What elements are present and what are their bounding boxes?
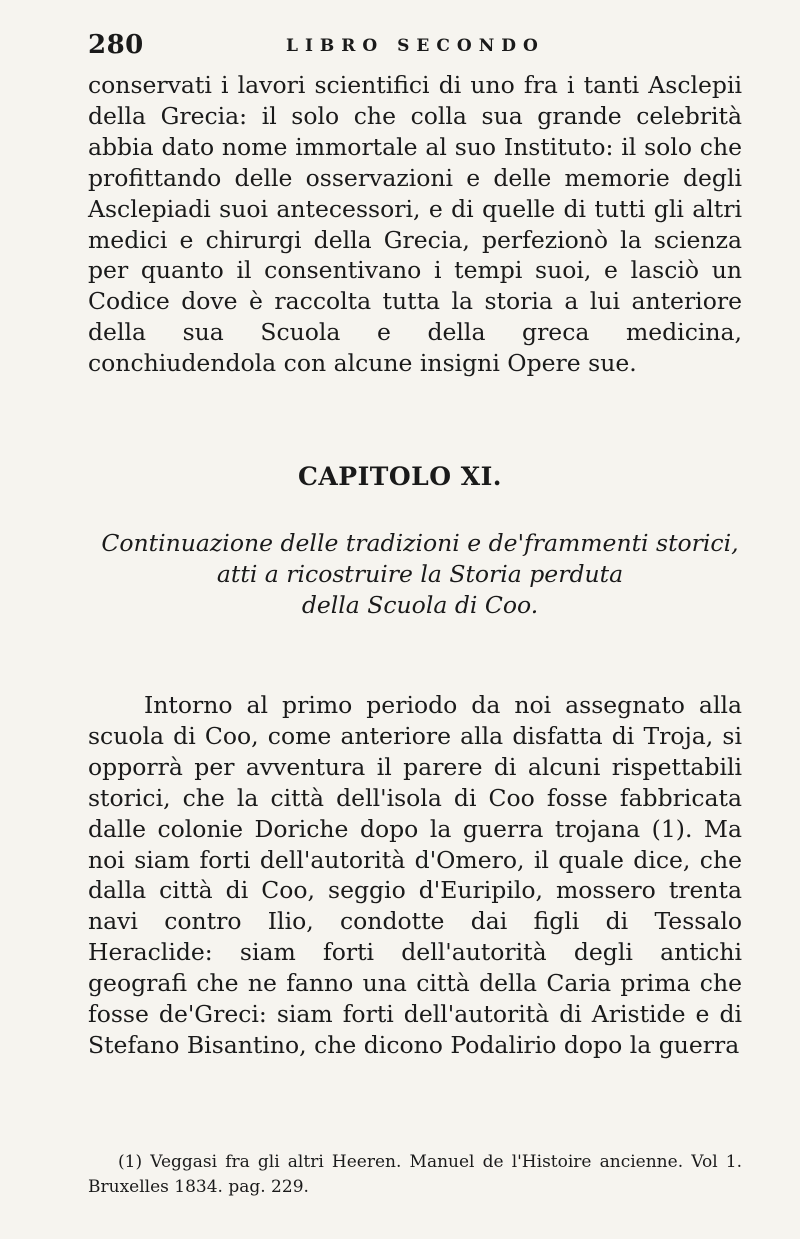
continued-paragraph: conservati i lavori scientifici di uno fra i tanti Asclepii della Grecia: il solo che colla sua grande celebrità abbia dato nome immortale al suo Instituto: il solo che profittando delle osservazioni e delle memorie degli Asclepiadi suoi antecessori, e di quelle di tutti gli altri medici e chirurgi della Grecia, perfezionò la scienza per quanto il consentivano i tempi suoi, e lasciò un Codice dove è raccolta tutta la storia a lui anteriore della sua Scuola e della greca medicina, conchiudendola con alcune insigni Opere sue. — [88, 71, 742, 378]
chapter-title: CAPITOLO XI. — [297, 462, 503, 491]
chapter-subtitle — [100, 528, 740, 621]
footnote — [88, 1150, 742, 1200]
page-number: 280 — [88, 30, 144, 60]
footnote-text: (1) Veggasi fra gli altri Heeren. Manuel de l'Histoire ancienne. Vol 1. Bruxelles 1834. pag. 229. — [88, 1152, 742, 1197]
continued-paragraph-block — [88, 70, 742, 379]
chapter-subtitle-line: Continuazione delle tradizioni e de'frammenti storici, — [101, 529, 739, 557]
chapter-paragraph: Intorno al primo periodo da noi assegnato alla scuola di Coo, come anteriore alla disfatta di Troja, si opporrà per avventura il parere di alcuni rispettabili storici, che la città dell'isola di Coo fosse fabbricata dalle colonie Doriche dopo la guerra trojana (1). Ma noi siam forti dell'autorità d'Omero, il quale dice, che dalla città di Coo, seggio d'Euripilo, mossero trenta navi contro Ilio, condotte dai figli di Tessalo Heraclide: siam forti dell'autorità degli antichi geografi che ne fanno una città della Caria prima che fosse de'Greci: siam forti dell'autorità di Aristide e di Stefano Bisantino, che dicono Podalirio dopo la guerra — [88, 691, 742, 1059]
chapter-body — [88, 690, 742, 1061]
chapter-subtitle-line: della Scuola di Coo. — [301, 591, 539, 619]
running-head: LIBRO SECONDO — [286, 36, 545, 56]
chapter-subtitle-line: atti a ricostruire la Storia perduta — [216, 560, 624, 588]
page-header — [88, 30, 742, 62]
